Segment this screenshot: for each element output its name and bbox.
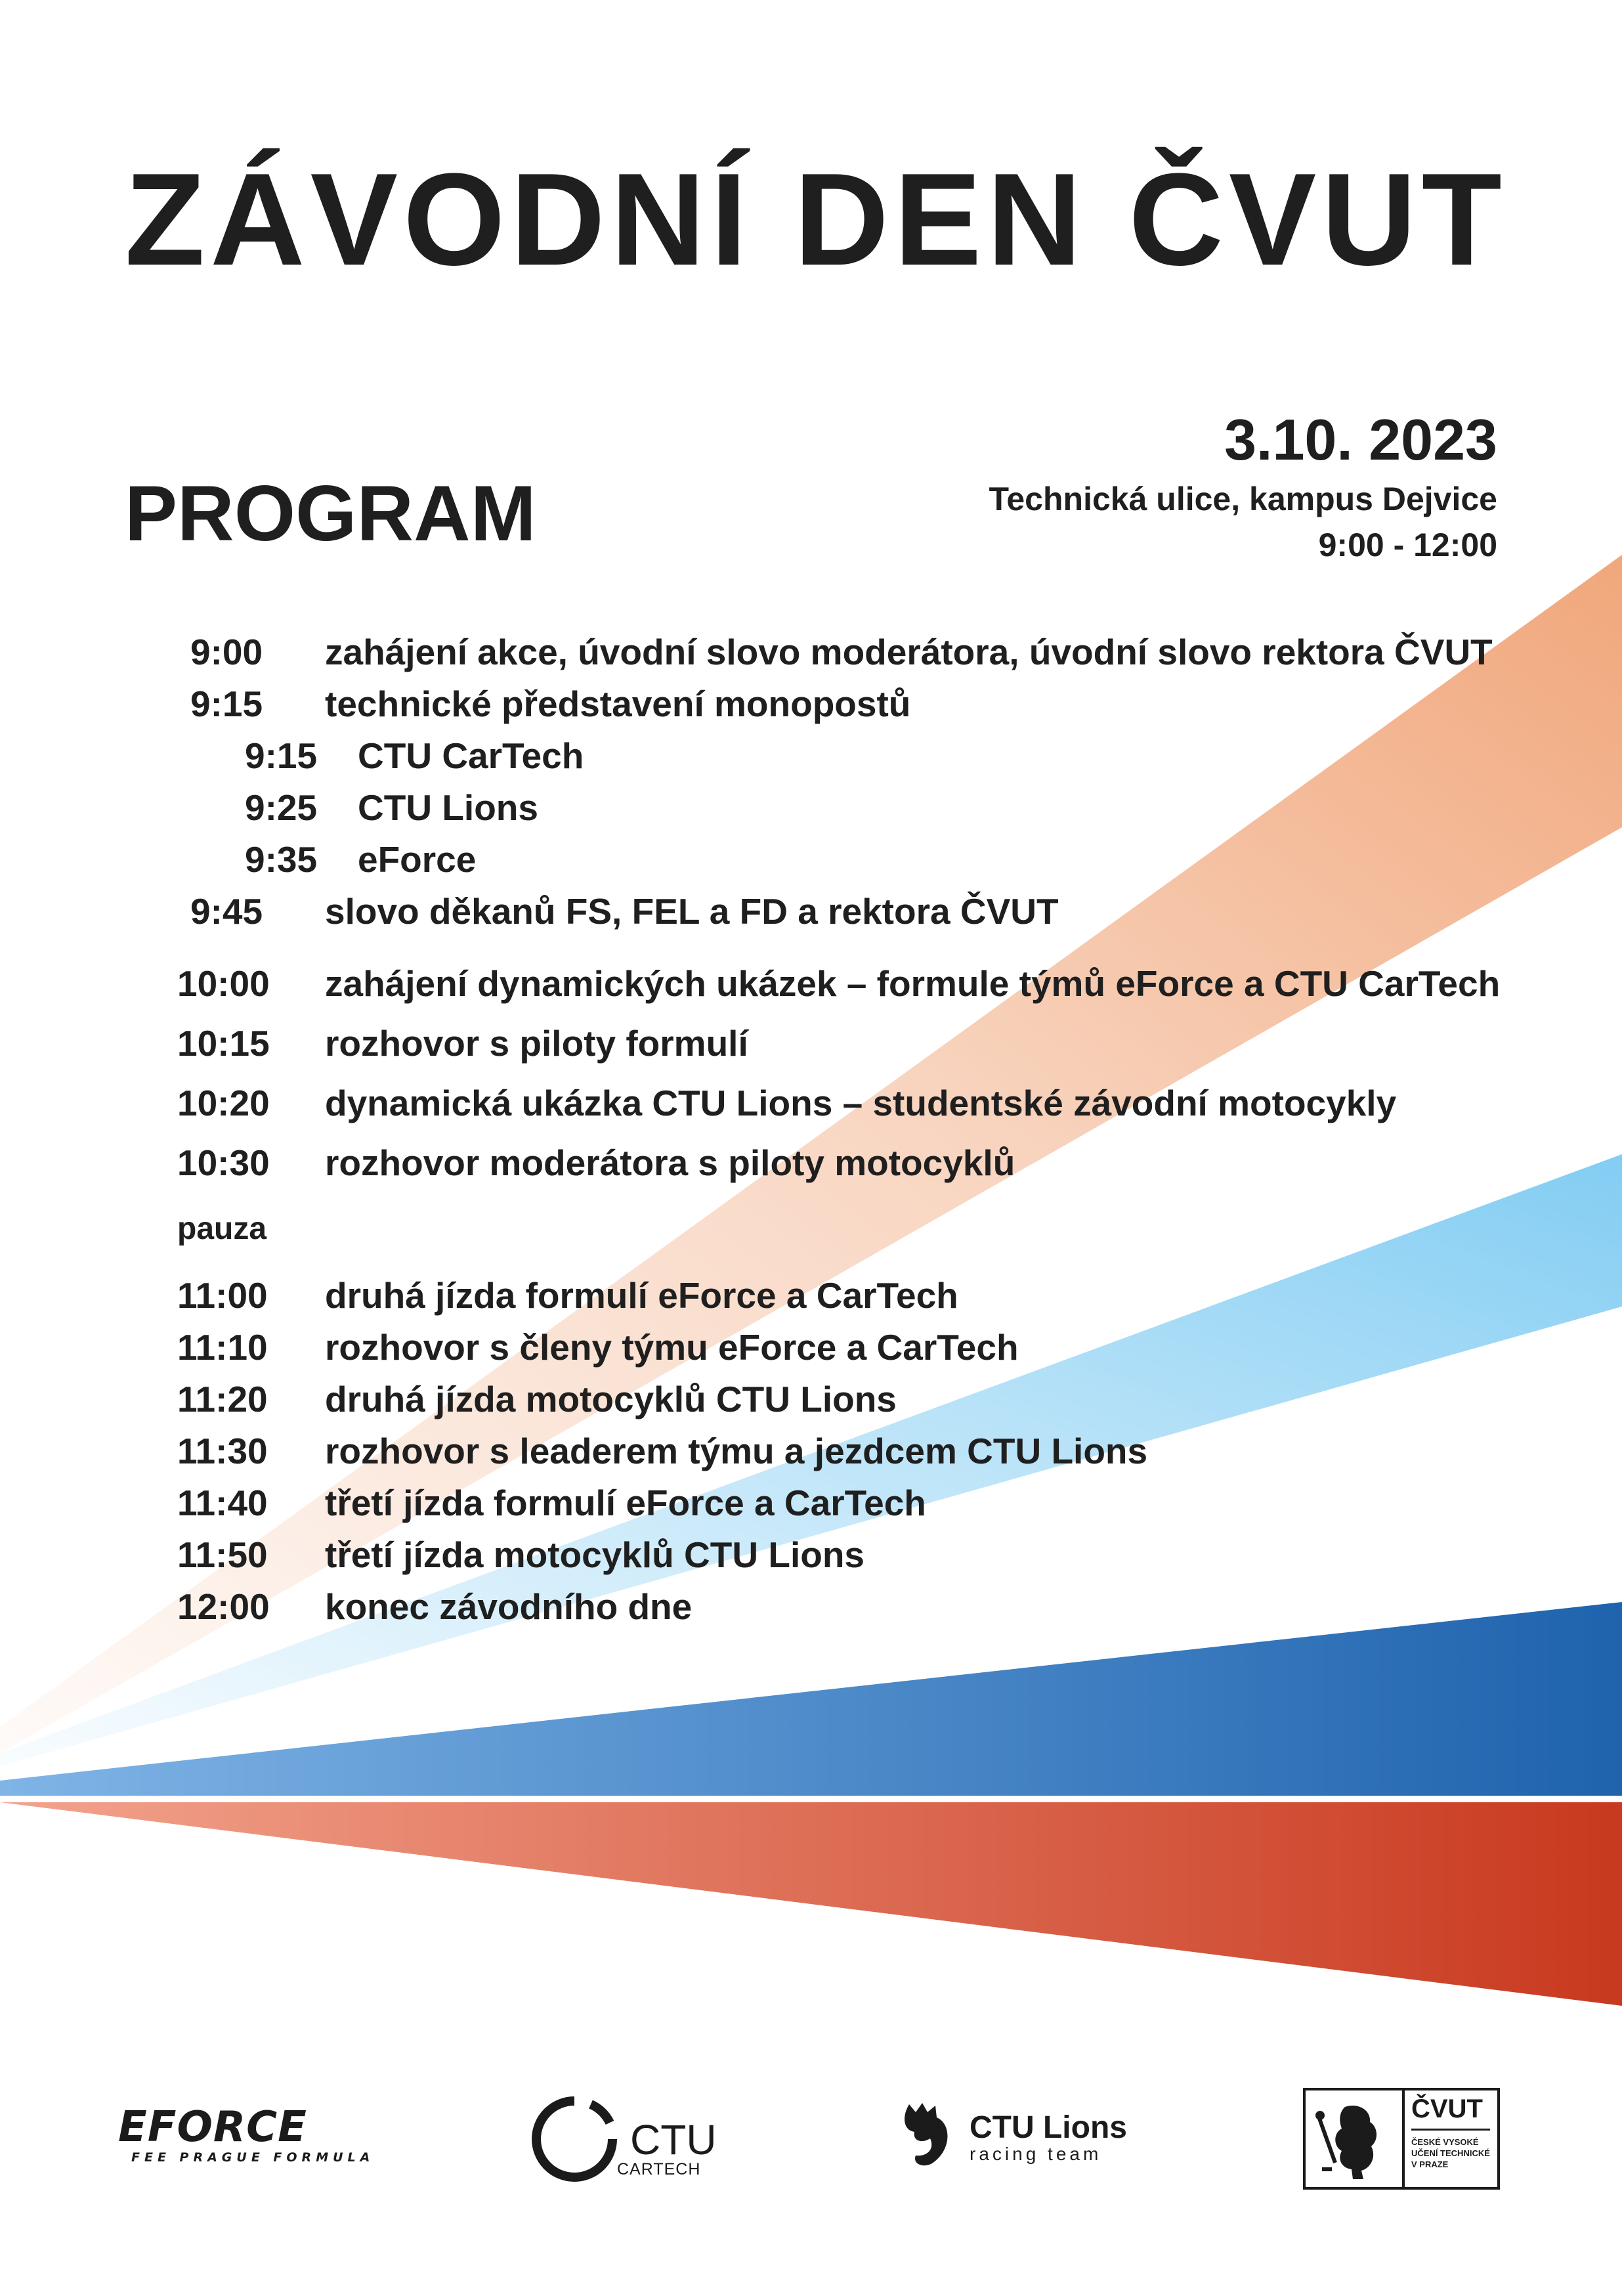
- schedule-time: 11:40: [177, 1483, 268, 1523]
- lions-logo-name: CTU Lions: [970, 2110, 1127, 2145]
- lions-logo-subtitle: racing team: [970, 2144, 1102, 2164]
- cvut-divider: [1411, 2129, 1490, 2131]
- cvut-logo-name: ČVUT: [1411, 2094, 1483, 2123]
- cartech-logo-name: CTU: [630, 2116, 717, 2163]
- schedule-description: CTU Lions: [358, 787, 538, 828]
- schedule-time: 9:45: [190, 891, 263, 932]
- cartech-logo-subtitle: CARTECH: [617, 2160, 701, 2178]
- cvut-lion-emblem-icon: [1306, 2090, 1402, 2187]
- schedule-description: CTU CarTech: [358, 735, 584, 776]
- schedule-description: rozhovor s piloty formulí: [325, 1023, 748, 1064]
- cvut-logo: [1303, 2088, 1500, 2190]
- ctu-lions-logo: [889, 2098, 1152, 2170]
- schedule-description: dynamická ukázka CTU Lions – studentské závodní motocykly: [325, 1083, 1397, 1123]
- cvut-logo-subtitle: ČESKÉ VYSOKÉ UČENÍ TECHNICKÉ V PRAZE: [1411, 2137, 1490, 2169]
- schedule-time: 9:15: [245, 735, 318, 776]
- schedule-description: eForce: [358, 839, 477, 880]
- cartech-ring-icon: [528, 2091, 620, 2190]
- schedule-time: 10:00: [177, 963, 270, 1004]
- schedule-description: zahájení akce, úvodní slovo moderátora, úvodní slovo rektora ČVUT: [325, 632, 1493, 672]
- schedule-time: 11:50: [177, 1534, 268, 1575]
- schedule-description: druhá jízda formulí eForce a CarTech: [325, 1275, 958, 1316]
- schedule-time: 11:20: [177, 1379, 268, 1419]
- schedule-time: 9:35: [245, 839, 318, 880]
- schedule-time: 11:00: [177, 1275, 268, 1316]
- schedule-description: slovo děkanů FS, FEL a FD a rektora ČVUT: [325, 891, 1059, 932]
- cartech-logo: [528, 2091, 745, 2190]
- schedule-time: 9:15: [190, 683, 263, 724]
- schedule-description: technické představení monopostů: [325, 683, 911, 724]
- schedule-description: rozhovor s členy týmu eForce a CarTech: [325, 1327, 1019, 1368]
- schedule-description: zahájení dynamických ukázek – formule týmů eForce a CTU CarTech: [325, 963, 1501, 1004]
- cvut-wordmark-box: [1405, 2088, 1500, 2190]
- schedule-description: konec závodního dne: [325, 1586, 693, 1627]
- schedule-time: 10:20: [177, 1083, 270, 1123]
- event-info: [989, 404, 1497, 568]
- schedule-time: 10:15: [177, 1023, 270, 1064]
- schedule-description: rozhovor s leaderem týmu a jezdcem CTU Lions: [325, 1431, 1148, 1471]
- event-place: Technická ulice, kampus Dejvice: [989, 481, 1497, 517]
- schedule-time: 9:25: [245, 787, 318, 828]
- eforce-logo: [118, 2104, 381, 2163]
- event-date: 3.10. 2023: [1224, 407, 1497, 472]
- schedule-time: 9:00: [190, 632, 263, 672]
- page-title: ZÁVODNÍ DEN ČVUT: [125, 146, 1507, 293]
- schedule-description: třetí jízda formulí eForce a CarTech: [325, 1483, 926, 1523]
- eforce-logo-subtitle: FEE PRAGUE FORMULA: [131, 2150, 375, 2165]
- lion-head-icon: [889, 2098, 962, 2170]
- eforce-logo-wordmark: EFORCE: [118, 2103, 307, 2152]
- blue-stripe: [0, 1602, 1622, 1796]
- schedule-time: 12:00: [177, 1586, 270, 1627]
- event-hours: 9:00 - 12:00: [1318, 527, 1497, 563]
- schedule-time: 11:30: [177, 1431, 268, 1471]
- schedule-time: 11:10: [177, 1327, 268, 1368]
- schedule-description: třetí jízda motocyklů CTU Lions: [325, 1534, 865, 1575]
- cvut-emblem: [1303, 2088, 1405, 2190]
- schedule-time: 10:30: [177, 1142, 270, 1183]
- pause-label: pauza: [177, 1211, 267, 1246]
- schedule-description: druhá jízda motocyklů CTU Lions: [325, 1379, 897, 1419]
- red-stripe: [0, 1802, 1622, 2006]
- program-heading: PROGRAM: [125, 469, 536, 557]
- schedule-description: rozhovor moderátora s piloty motocyklů: [325, 1142, 1015, 1183]
